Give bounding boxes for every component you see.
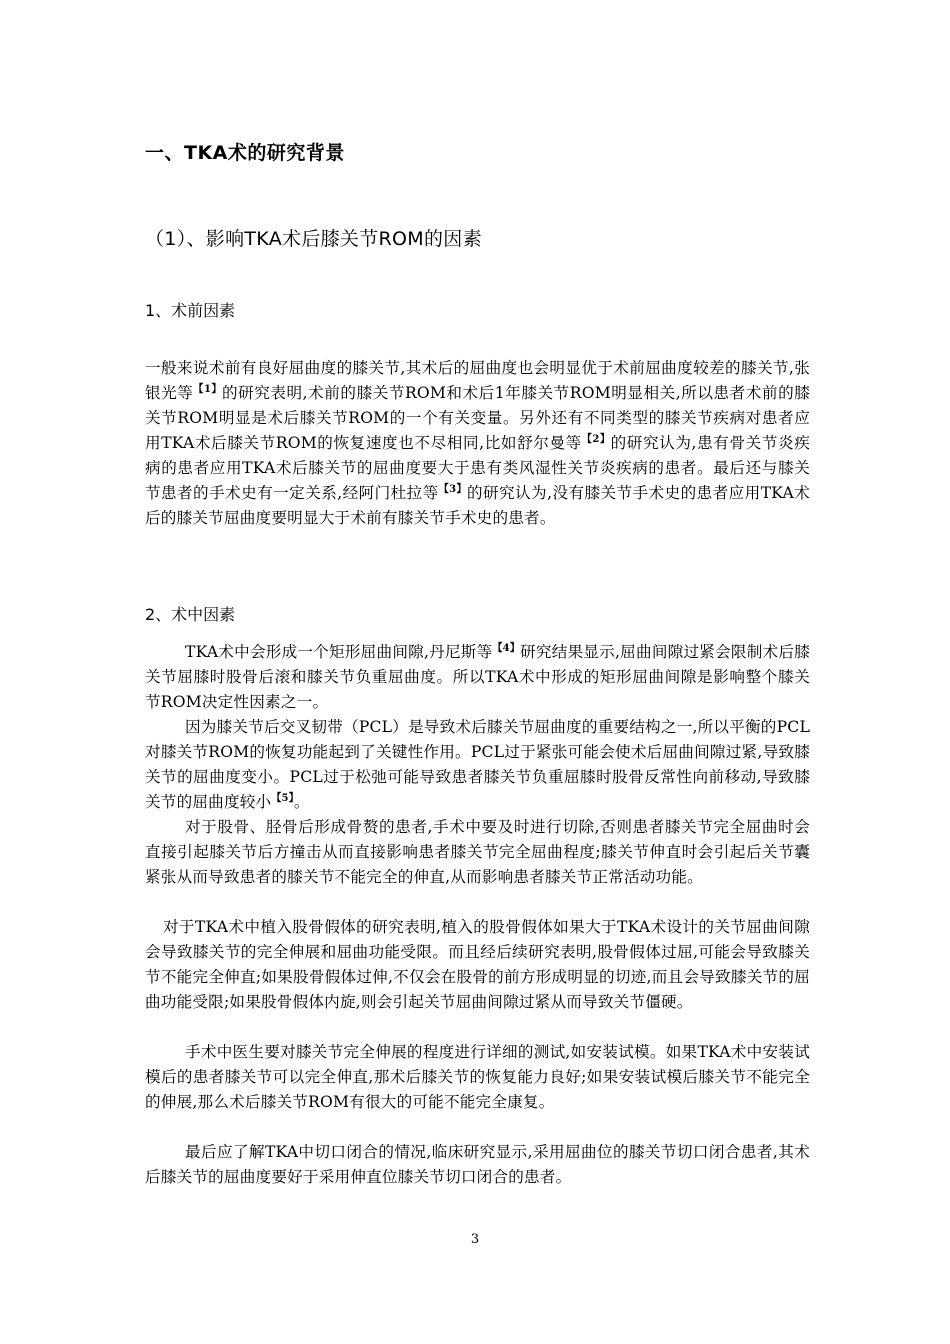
text-run: 的研究认为,患有骨关节炎疾病的患者应用TKA术后膝关节的屈曲度要大于患有类风湿性关节炎疾病的患者。最后还与膝关节患者的手术史有一定关系,经阿门杜拉等 [145, 434, 811, 502]
paragraph-flexion-gap [145, 640, 810, 715]
paragraph-preoperative [145, 356, 810, 531]
citation-ref[interactable]: 【1】 [193, 383, 222, 395]
chapter-heading: 一、TKA术的研究背景 [145, 142, 345, 164]
text-run: 的研究表明,术前的膝关节ROM和术后1年膝关节ROM明显相关,所以患者术前的膝关节ROM明显是术后膝关节ROM的一个有关变量。另外还有不同类型的膝关节疾病对患者应用TKA术后膝关节ROM的恢复速度也不尽相同,比如舒尔曼等 [145, 384, 810, 452]
subsection-title-intraoperative: 2、术中因素 [145, 605, 236, 624]
citation-ref[interactable]: 【4】 [492, 642, 521, 654]
paragraph-trial-test: 手术中医生要对膝关节完全伸展的程度进行详细的测试,如安装试模。如果TKA术中安装试模后的患者膝关节可以完全伸直,那术后膝关节的恢复能力良好;如果安装试模后膝关节不能完全的伸展,那么术后膝关节ROM有很大的可能不能完全康复。 [145, 1043, 810, 1111]
paragraph-femoral-prosthesis: 对于TKA术中植入股骨假体的研究表明,植入的股骨假体如果大于TKA术设计的关节屈曲间隙会导致膝关节的完全伸展和屈曲功能受限。而且经后续研究表明,股骨假体过屈,可能会导致膝关节不能完全伸直;如果股骨假体过伸,不仅会在股骨的前方形成明显的切迹,而且会导致膝关节的屈曲功能受限;如果股骨假体内旋,则会引起关节屈曲间隙过紧从而导致关节僵硬。 [145, 918, 810, 1011]
text-run: 一般来说术前有良好屈曲度的膝关节,其术后的屈曲度也会明显优于术前屈曲度较差的膝关节,张银光等 [145, 359, 810, 402]
text-run: 研究结果显示,屈曲间隙过紧会限制术后膝关节屈膝时股骨后滚和膝关节负重屈曲度。所以TKA术中形成的矩形屈曲间隙是影响整个膝关节ROM决定性因素之一。 [145, 643, 810, 711]
text-run: TKA术中会形成一个矩形屈曲间隙,丹尼斯等 [185, 643, 493, 661]
paragraph-pcl [145, 715, 810, 815]
citation-ref[interactable]: 【5】 [271, 792, 294, 804]
citation-ref[interactable]: 【2】 [581, 433, 611, 445]
text-run: 的研究认为,没有膝关节手术史的患者应用TKA术后的膝关节屈曲度要明显大于术前有膝关节手术史的患者。 [145, 484, 810, 527]
page-number: 3 [470, 1232, 480, 1247]
text-run: 。 [293, 793, 310, 811]
text-run: 因为膝关节后交叉韧带（PCL）是导致术后膝关节屈曲度的重要结构之一,所以平衡的PCL对膝关节ROM的恢复功能起到了关键性作用。PCL过于紧张可能会使术后屈曲间隙过紧,导致膝关节的屈曲度变小。PCL过于松弛可能导致患者膝关节负重屈膝时股骨反常性向前移动,导致膝关节的屈曲度较小 [145, 718, 810, 811]
paragraph-osteophyte: 对于股骨、胫骨后形成骨赘的患者,手术中要及时进行切除,否则患者膝关节完全屈曲时会直接引起膝关节后方撞击从而直接影响患者膝关节完全屈曲程度;膝关节伸直时会引起后关节囊紧张从而导致患者的膝关节不能完全的伸直,从而影响患者膝关节正常活动功能。 [145, 818, 810, 886]
subsection-title-preoperative: 1、术前因素 [145, 301, 236, 320]
paragraph-incision-closure: 最后应了解TKA中切口闭合的情况,临床研究显示,采用屈曲位的膝关节切口闭合患者,其术后膝关节的屈曲度要好于采用伸直位膝关节切口闭合的患者。 [145, 1143, 810, 1186]
section-heading: （1）、影响TKA术后膝关节ROM的因素 [145, 228, 482, 250]
citation-ref[interactable]: 【3】 [438, 483, 467, 495]
